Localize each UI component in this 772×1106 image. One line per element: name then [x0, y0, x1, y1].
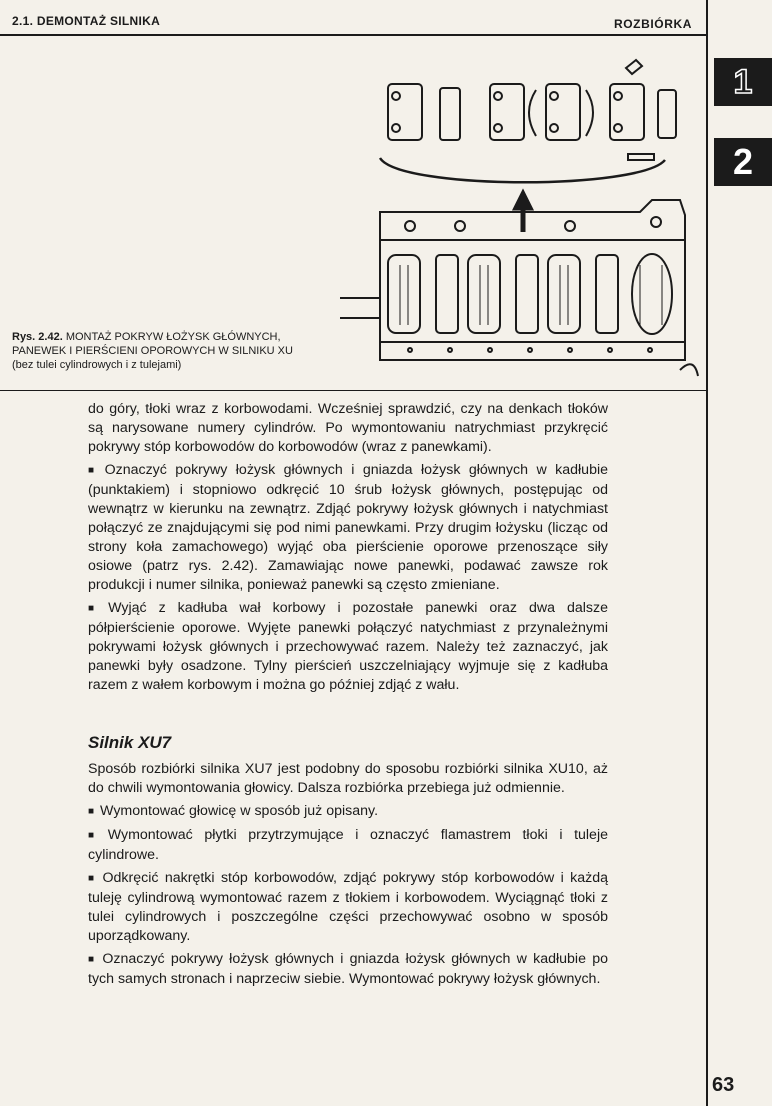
bearing-shell-1	[440, 88, 460, 140]
page-number: 63	[712, 1074, 735, 1096]
bullet-square-icon: ■	[88, 465, 99, 476]
crank-web-2	[468, 255, 500, 333]
main-journal-3	[596, 255, 618, 333]
chapter-tab-2	[714, 138, 772, 186]
engine-block-diagram	[340, 50, 700, 380]
figure-number: Rys. 2.42.	[12, 331, 63, 343]
paragraph: ■ Odkręcić nakrętki stóp korbowodów, zdjąć pokrywy stóp korbowodów i każdą tuleję cylindrową wymontować razem z tłokiem i korbowodem. Wyciągnąć tłoki z tulei cylindrowych i poszczególne części przechowywać osobno w sposób uporządkowany.	[88, 870, 608, 944]
figure-title-line-2: PANEWEK I PIERŚCIENI OPOROWYCH W SILNIKU XU	[12, 345, 293, 357]
main-text	[88, 400, 608, 993]
bracket-curve	[380, 158, 665, 182]
paragraph: do góry, tłoki wraz z korbowodami. Wcześniej sprawdzić, czy na denkach tłoków są narysowane numery cylindrów. Po wymontowaniu natrychmiast przykręcić pokrywy stóp korbowodów do korbowodów (wraz z panewkami).	[88, 401, 608, 455]
bullet-square-icon: ■	[88, 806, 95, 817]
bullet-square-icon: ■	[88, 954, 97, 965]
section-title: Silnik XU7	[88, 733, 172, 752]
paragraph: ■ Wymontować płytki przytrzymujące i oznaczyć flamastrem tłoki i tuleje cylindrowe.	[88, 827, 608, 863]
running-header-chapter: ROZBIÓRKA	[613, 17, 692, 31]
paragraph: ■ Oznaczyć pokrywy łożysk głównych i gniazda łożysk głównych w kadłubie po tych samych stronach i naprzeciw siebie. Wymontować pokrywy łożysk głównych.	[88, 951, 609, 987]
bullet-square-icon: ■	[88, 830, 102, 841]
thrust-half-ring-right	[586, 90, 593, 136]
figure-caption	[12, 330, 342, 372]
paragraph: ■ Wyjąć z kadłuba wał korbowy i pozostałe panewki oraz dwa dalsze półpierścienie oporowe. Wyjęte panewki połączyć natychmiast z przynależnymi pokrywami łożysk głównych i przechowywać razem. Należy też zaznaczyć, jak panewki były osadzone. Tylny pierścień uszczelniający wyjmuje się z kadłuba razem z wałem korbowym i można go później zdjąć z wału.	[88, 600, 608, 693]
main-journal-2	[516, 255, 538, 333]
bearing-shell-3	[628, 154, 654, 160]
crankshaft-nose	[340, 298, 380, 318]
paragraph: ■ Oznaczyć pokrywy łożysk głównych i gniazda łożysk głównych w kadłubie (punktakiem) i stopniowo odkręcić 10 śrub łożysk głównych, postępując od wewnątrz w kierunku na zewnątrz. Zdjąć pokrywy łożysk głównych i natychmiast połączyć ze znajdującymi się pod nimi panewkami. Przy drugim łożysku (licząc od strony koła zamachowego) wyjąć oba pierścienie oporowe przenoszące siły osiowe (patrz rys. 2.42). Zamawiając nowe panewki, podawać zawsze rok produkcji i numer silnika, ponieważ panewki są często zmieniane.	[88, 462, 608, 593]
chapter-tab-1-label: 1	[733, 62, 753, 101]
header-rule	[0, 34, 706, 36]
paragraph: Sposób rozbiórki silnika XU7 jest podobny do sposobu rozbiórki silnika XU10, aż do chwili wymontowania głowicy. Dalsza rozbiórka przebiega już odmiennie.	[88, 761, 608, 796]
bullet-square-icon: ■	[88, 603, 103, 614]
thrust-half-ring-left	[529, 90, 536, 136]
running-header-section: 2.1. DEMONTAŻ SILNIKA	[12, 14, 161, 28]
crank-web-1	[388, 255, 420, 333]
main-journal-1	[436, 255, 458, 333]
chapter-tab-2-label: 2	[732, 141, 754, 182]
bullet-square-icon: ■	[88, 873, 97, 884]
chapter-tab-1	[714, 58, 772, 106]
margin-rule	[706, 0, 708, 1106]
figure-separator	[0, 390, 706, 391]
crank-web-3	[548, 255, 580, 333]
figure-title-line-1: MONTAŻ POKRYW ŁOŻYSK GŁÓWNYCH,	[65, 331, 281, 343]
flywheel-flange	[632, 254, 672, 334]
bearing-shell-2	[658, 90, 676, 138]
paragraph: ■ Wymontować głowicę w sposób już opisany.	[88, 803, 379, 819]
engine-block	[380, 200, 685, 360]
figure-note: (bez tulei cylindrowych i z tulejami)	[12, 359, 182, 371]
